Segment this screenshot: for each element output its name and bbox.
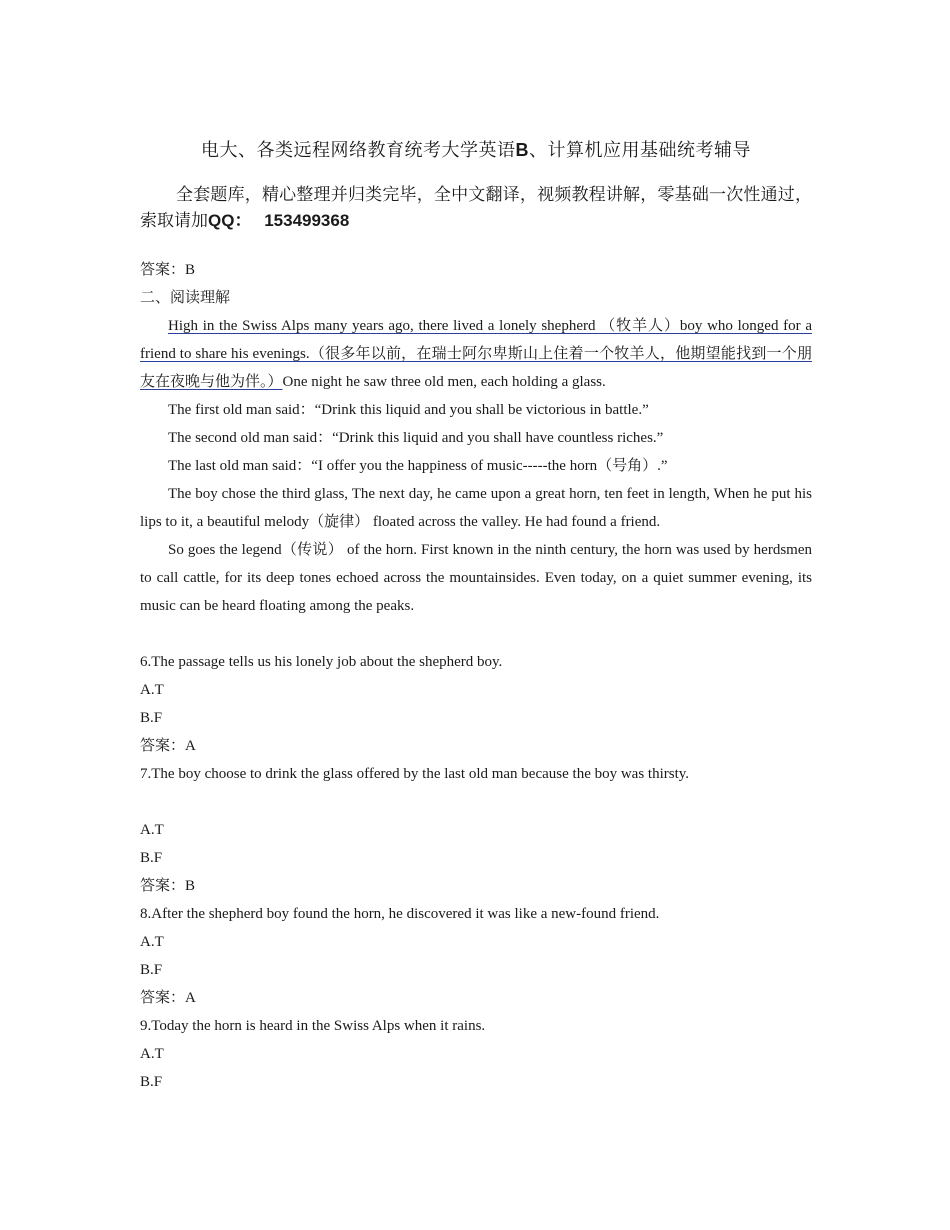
- question-9-text: 9.Today the horn is heard in the Swiss Alps when it rains.: [140, 1018, 486, 1034]
- passage-underlined-text: High in the Swiss Alps many years ago, there lived a lonely shepherd （牧羊人）boy who longed for a friend to share his evenings.（很多年以前，在瑞士阿尔卑斯山上住着一个牧羊人，他期望能找到一个朋友在夜晚与他为伴。）: [140, 318, 812, 390]
- previous-answer: 答案：B: [140, 262, 196, 278]
- question-8-answer: 答案：A: [140, 990, 196, 1006]
- question-7-option-b: B.F: [140, 850, 163, 866]
- question-8-option-a: A.T: [140, 934, 164, 950]
- question-8-text: 8.After the shepherd boy found the horn, he discovered it was like a new-found friend.: [140, 906, 660, 922]
- document-title: [140, 136, 812, 162]
- question-7-option-a: A.T: [140, 822, 164, 838]
- passage-paragraph-5: The boy chose the third glass, The next day, he came upon a great horn, ten feet in length, When he put his lips to it, a beautiful melody（旋律） floated across the valley. He had found a friend.: [140, 486, 812, 530]
- passage-paragraph-1: [140, 312, 812, 396]
- question-7-text: 7.The boy choose to drink the glass offered by the last old man because the boy was thirsty.: [140, 766, 690, 782]
- subtitle-text: 全套题库，精心整理并归类完毕，全中文翻译，视频教程讲解，零基础一次性通过，索取请加: [140, 185, 812, 230]
- document-subtitle: [140, 182, 812, 234]
- title-prefix: 电大、各类远程网络教育统考大学英语: [201, 140, 516, 160]
- passage-paragraph-4: The last old man said：“I offer you the happiness of music-----the horn（号角）.”: [168, 458, 668, 474]
- spacer: [140, 788, 812, 816]
- question-9-option-a: A.T: [140, 1046, 164, 1062]
- question-7-answer: 答案：B: [140, 878, 196, 894]
- spacer: [140, 620, 812, 648]
- document-page: [140, 0, 812, 1230]
- title-bold-b: B: [515, 140, 529, 160]
- passage-paragraph-2: The first old man said：“Drink this liquid and you shall be victorious in battle.”: [168, 402, 649, 418]
- qq-number: 153499368: [264, 211, 350, 230]
- question-6-answer: 答案：A: [140, 738, 196, 754]
- passage-paragraph-6: So goes the legend（传说） of the horn. First known in the ninth century, the horn was used by herdsmen to call cattle, for its deep tones echoed across the mountainsides. Even today, on a quiet summer evening, its music can be heard floating among the peaks.: [140, 542, 812, 614]
- question-6-option-b: B.F: [140, 710, 163, 726]
- question-6-option-a: A.T: [140, 682, 164, 698]
- passage-paragraph-3: The second old man said：“Drink this liquid and you shall have countless riches.”: [168, 430, 664, 446]
- document-body: [140, 256, 812, 1096]
- question-8-option-b: B.F: [140, 962, 163, 978]
- section-heading: 二、阅读理解: [140, 290, 231, 306]
- title-suffix: 、计算机应用基础统考辅导: [529, 140, 751, 160]
- question-9-option-b: B.F: [140, 1074, 163, 1090]
- passage-p1-rest: One night he saw three old men, each holding a glass.: [282, 374, 606, 390]
- question-6-text: 6.The passage tells us his lonely job about the shepherd boy.: [140, 654, 503, 670]
- qq-label: QQ：: [208, 211, 252, 230]
